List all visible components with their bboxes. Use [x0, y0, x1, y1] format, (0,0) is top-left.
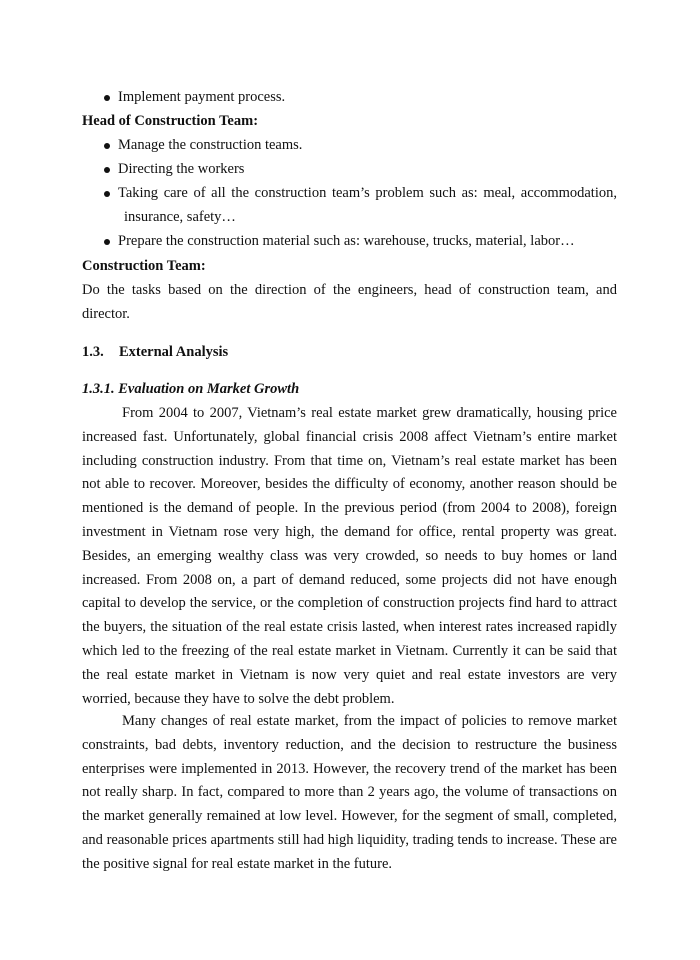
subsection-heading: 1.3.1. Evaluation on Market Growth	[82, 381, 300, 397]
list-item-continuation	[104, 206, 617, 230]
list-item-text: Implement payment process.	[118, 89, 286, 105]
section-title: External Analysis	[119, 344, 229, 360]
list-item	[104, 182, 617, 206]
body-paragraph: Many changes of real estate market, from the impact of policies to remove market constraints, bad debts, inventory reduction, and the decision to restructure the business enterprises were implemented in 2013. However, the recovery trend of the market has been not really sharp. In fact, compared to more than 2 years ago, the volume of transactions on the market generally remained at low level. However, for the segment of small, completed, and reasonable prices apartments still had high liquidity, trading tends to increase. These are the positive signal for real estate market in the future.	[82, 713, 617, 872]
section-heading	[82, 341, 617, 365]
list-item-text: Prepare the construction material such as: warehouse, trucks, material, labor…	[118, 233, 575, 249]
bullet-icon	[104, 167, 110, 173]
list-item	[104, 158, 617, 182]
head-construction-team-heading: Head of Construction Team:	[82, 113, 259, 129]
bullet-icon	[104, 143, 110, 149]
bullet-icon	[104, 239, 110, 245]
construction-team-heading: Construction Team:	[82, 258, 206, 274]
list-item-text: Manage the construction teams.	[118, 137, 303, 153]
list-item	[104, 86, 617, 110]
bullet-icon	[104, 191, 110, 197]
bullet-icon	[104, 95, 110, 101]
list-item-text: Directing the workers	[118, 161, 245, 177]
list-item	[104, 230, 617, 254]
section-number: 1.3.	[82, 344, 104, 360]
list-item-text: insurance, safety…	[124, 209, 236, 225]
list-item	[104, 134, 617, 158]
list-item-text: Taking care of all the construction team’s problem such as: meal, accommodation,	[118, 185, 617, 201]
construction-team-text: Do the tasks based on the direction of the engineers, head of construction team, and director.	[82, 282, 617, 322]
body-paragraph: From 2004 to 2007, Vietnam’s real estate market grew dramatically, housing price increased fast. Unfortunately, global financial crisis 2008 affect Vietnam’s entire market including construction industry. From that time on, Vietnam’s real estate market has been not able to recover. Moreover, besides the difficulty of economy, another reason should be mentioned is the demand of people. In the previous period (from 2004 to 2008), foreign investment in Vietnam rose very high, the demand for office, rental property was great. Besides, an emerging wealthy class was very crowded, so needs to buy homes or land increased. From 2008 on, a part of demand reduced, some projects did not have enough capital to develop the service, or the completion of construction projects find hard to attract the buyers, the situation of the real estate crisis lasted, when interest rates increased rapidly which led to the freezing of the real estate market in Vietnam. Currently it can be said that the real estate market in Vietnam is now very quiet and real estate investors are very worried, because they have to solve the debt problem.	[82, 405, 617, 707]
